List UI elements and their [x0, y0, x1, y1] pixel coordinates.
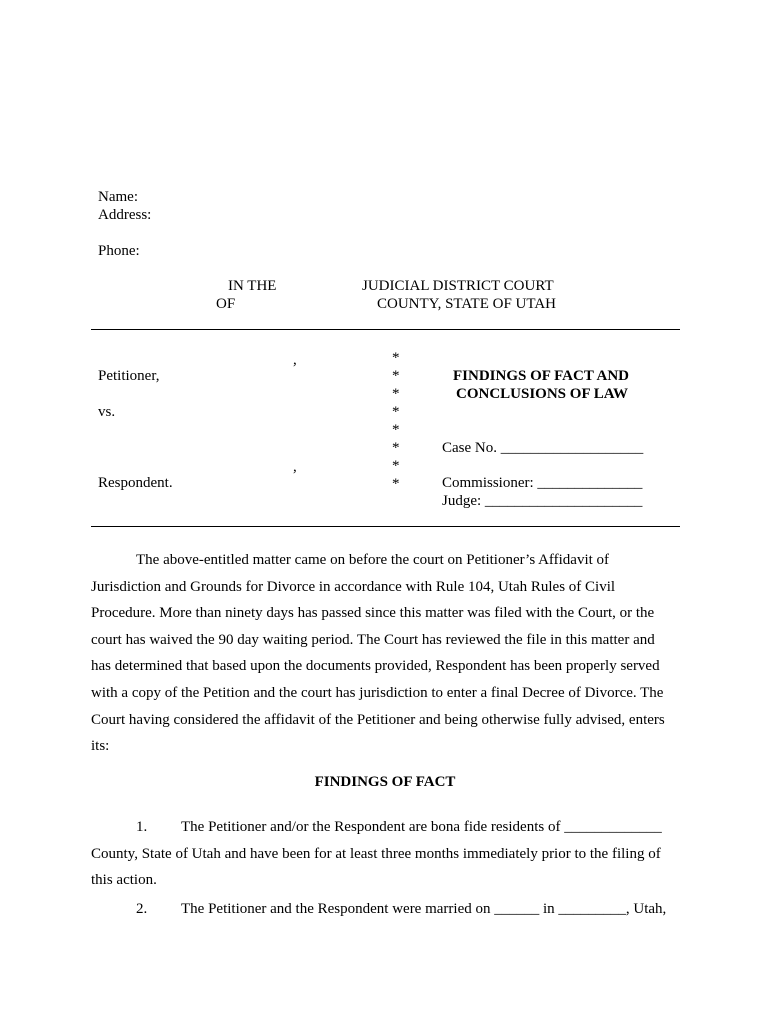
intro-line-text: Jurisdiction and Grounds for Divorce in accordance with Rule 104, Utah Rules of Civil [91, 578, 616, 595]
intro-line: with a copy of the Petition and the court has jurisdiction to enter a final Decree of Divorce. The [91, 684, 664, 701]
intro-line: court has waived the 90 day waiting period. The Court has reviewed the file in this matter and [91, 631, 655, 648]
caption-star: * [392, 476, 400, 492]
intro-line: has determined that based upon the documents provided, Respondent has been properly served [91, 658, 660, 675]
item1-paragraph [91, 814, 681, 894]
caption-star: * [392, 458, 400, 474]
respondent-name-comma: , [293, 459, 297, 475]
commissioner-field: Commissioner: ______________ [442, 475, 643, 491]
caption-star: * [392, 386, 400, 402]
name-label: Name: [98, 189, 138, 205]
court-county-state: COUNTY, STATE OF UTAH [377, 296, 556, 312]
vs-label: vs. [98, 404, 116, 420]
respondent-label: Respondent. [98, 475, 173, 491]
caption-top-rule [91, 329, 680, 330]
court-in-the: IN THE [228, 278, 277, 294]
court-of: OF [216, 296, 236, 312]
intro-paragraph [91, 547, 681, 760]
intro-line: Procedure. More than ninety days has passed since this matter was filed with the Court, or the [91, 605, 655, 622]
findings-heading: FINDINGS OF FACT [314, 774, 456, 790]
intro-line: its: [91, 738, 110, 755]
caption-star: * [392, 368, 400, 384]
item1-line: this action. [91, 872, 157, 889]
caption-star: * [392, 440, 400, 456]
caption-star: * [392, 422, 400, 438]
case-number-field: Case No. ___________________ [442, 440, 644, 456]
intro-line [91, 574, 681, 601]
document-title-line1: FINDINGS OF FACT AND [453, 368, 629, 384]
petitioner-label: Petitioner, [98, 368, 160, 384]
judge-field: Judge: _____________________ [442, 493, 643, 509]
caption-star: * [392, 404, 400, 420]
item2-line: The Petitioner and the Respondent were married on ______ in _________, Utah, [181, 901, 667, 917]
item1-number: 1. [136, 819, 148, 835]
caption-bottom-rule [91, 526, 680, 527]
court-district: JUDICIAL DISTRICT COURT [362, 278, 554, 294]
caption-star: * [392, 350, 400, 366]
petitioner-name-comma: , [293, 352, 297, 368]
item1-line: The Petitioner and/or the Respondent are bona fide residents of _____________ [181, 819, 662, 835]
intro-line: Court having considered the affidavit of the Petitioner and being otherwise fully advised, enters [91, 711, 665, 728]
document-title-line2: CONCLUSIONS OF LAW [456, 386, 628, 402]
item2-number: 2. [136, 901, 148, 917]
item1-line: County, State of Utah and have been for at least three months immediately prior to the filing of [91, 845, 661, 862]
intro-line: The above-entitled matter came on before the court on Petitioner’s Affidavit of [136, 552, 610, 568]
phone-label: Phone: [98, 243, 140, 259]
address-label: Address: [98, 207, 152, 223]
